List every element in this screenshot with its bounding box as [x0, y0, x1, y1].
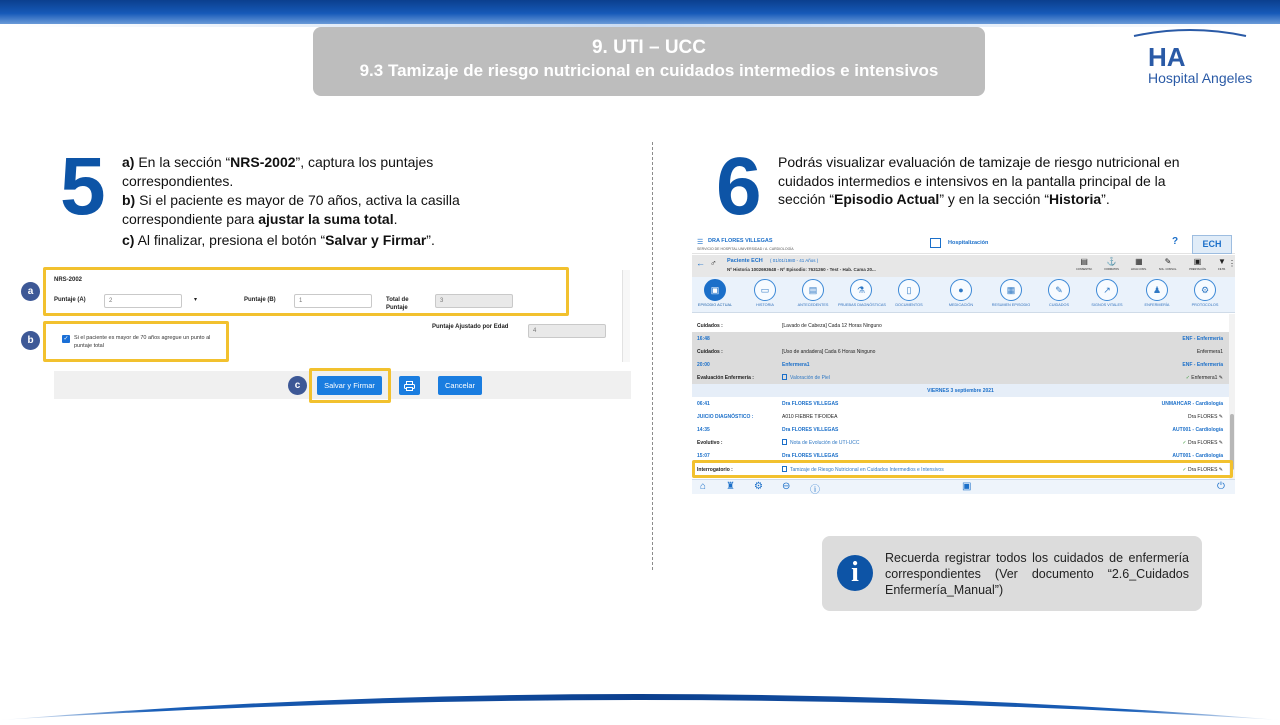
puntaje-a-label: Puntaje (A) [54, 297, 86, 303]
title-box [313, 27, 985, 96]
edit-pencil-icon[interactable]: ✎ [1218, 439, 1223, 446]
nav-signos-vitales[interactable]: ↗ SIGNOS VITALES [1084, 279, 1130, 313]
edit-pencil-icon[interactable]: ✎ [1218, 374, 1223, 381]
toolbar-consentimientos[interactable]: ▤ CONSENTIM. [1076, 257, 1093, 271]
record-row: JUICIO DIAGNÓSTICO : A010 FIEBRE TIFOIDEA Dra FLORES ✎ [697, 413, 1223, 420]
info-circle-icon[interactable]: ⓘ [810, 485, 820, 496]
hospital-building-icon [930, 238, 941, 248]
record-row: 14:35 Dra FLORES VILLEGAS AUT001 - Cardiología [692, 423, 1229, 436]
minus-circle-icon[interactable]: ⊖ [782, 481, 791, 492]
step-5-item-c: c) Al finalizar, presiona el botón “Salvar y Firmar”. [122, 232, 435, 248]
nav-episodio-actual[interactable]: ▣ EPISODIO ACTUAL [692, 279, 738, 313]
hospital-angeles-logo [1130, 26, 1253, 90]
puntaje-ajustado-value: 4 [528, 324, 606, 338]
episode-icon: ▣ [704, 279, 726, 301]
edit-pencil-icon[interactable]: ✎ [1218, 413, 1223, 420]
signed-check-icon: ✓ [1182, 439, 1188, 446]
logo-text: Hospital Angeles [1148, 70, 1253, 86]
protocol-icon: ⚙ [1194, 279, 1216, 301]
highlight-age-checkbox [43, 321, 229, 362]
page-subtitle: 9.3 Tamizaje de riesgo nutricional en cuidados intermedios e intensivos [359, 61, 939, 80]
save-and-sign-button[interactable]: Salvar y Firmar [317, 376, 382, 395]
patient-toolbar [1076, 257, 1226, 275]
episode-nav-bar [692, 277, 1235, 313]
svg-text:HA: HA [1148, 42, 1186, 72]
binoculars-icon[interactable]: ♜ [726, 481, 735, 492]
pen-icon: ✎ [1048, 279, 1070, 301]
date-separator: VIERNES 3 septiembre 2021 [692, 384, 1229, 397]
step-5-number: 5 [60, 141, 106, 232]
highlight-tamizaje-row [692, 460, 1233, 478]
step-6-instructions: Podrás visualizar evaluación de tamizaje de riesgo nutricional en cuidados intermedios e intensivos en la pantalla principal de la sección “Episodio Actual” y en la sección “Historia”. [778, 154, 1180, 207]
record-row: Cuidados : [Uso de andadera] Cada 6 Horas Ninguno Enfermera1 [692, 345, 1229, 358]
patient-bar [692, 255, 1235, 277]
home-icon[interactable]: ⌂ [700, 481, 707, 492]
nav-resumen-episodio[interactable]: ▦ RESUMEN EPISODIO [988, 279, 1034, 313]
puntaje-b-input[interactable]: 1 [294, 294, 372, 308]
app-footer-bar [692, 479, 1235, 494]
nav-antecedentes[interactable]: ▤ ANTECEDENTES [790, 279, 836, 313]
toolbar-prestacion[interactable]: ▣ PRESTACIÓN [1189, 257, 1206, 271]
kebab-menu-icon[interactable]: ⋮ [1228, 259, 1236, 268]
page-title: 9. UTI – UCC [591, 37, 707, 58]
bottom-decorative-band [0, 672, 1280, 720]
document-icon [782, 374, 787, 380]
step-6-number: 6 [716, 141, 762, 232]
document-icon [782, 439, 787, 445]
app-module-title: Hospitalización [948, 240, 989, 246]
record-row: Evolutivo : Nota de Evolución de UTI-UCC ✓ Dra FLORES ✎ [697, 439, 1223, 446]
printer-icon [404, 381, 415, 391]
puntaje-b-label: Puntaje (B) [244, 297, 276, 303]
toolbar-hoja-consulta[interactable]: ▦ HOJA CONS. [1131, 257, 1147, 271]
ech-brand-logo: ECH [1192, 235, 1232, 254]
flask-icon: ⚗ [850, 279, 872, 301]
reminder-note [822, 536, 1202, 611]
age-checkbox-label: Si el paciente es mayor de 70 años agregue un punto al puntaje total [74, 335, 211, 349]
edit-pencil-icon[interactable]: ✎ [1218, 466, 1223, 473]
patient-info: Nº Historia 1002693648 - Nº Episodio: 7631260 - Test - Hab. Cama 20... [727, 267, 876, 272]
nav-documentos[interactable]: ▯ DOCUMENTOS [886, 279, 932, 313]
signed-check-icon: ✓ [1182, 466, 1188, 473]
record-row: 06:41 Dra FLORES VILLEGAS UNMAHCAR - Cardiología [692, 397, 1229, 410]
nav-cuidados[interactable]: ✎ CUIDADOS [1036, 279, 1082, 313]
record-row-tamizaje: Interrogatorio : Tamizaje de Riesgo Nutricional en Cuidados Intermedios e Intensivos ✓ Dra FLORES ✎ [697, 466, 1223, 473]
cancel-button[interactable]: Cancelar [438, 376, 482, 395]
ech-app-screenshot [692, 234, 1235, 494]
help-icon[interactable]: ? [1172, 236, 1179, 247]
nav-protocolos[interactable]: ⚙ PROTOCOLOS [1182, 279, 1228, 313]
app-header [692, 234, 1235, 254]
nav-pruebas-diagnosticas[interactable]: ⚗ PRUEBAS DIAGNÓSTICAS [838, 279, 884, 313]
step-5-item-a: a) En la sección “NRS-2002”, captura los puntajes correspondientes. [122, 154, 434, 189]
app-service: SERVICIO DE HOSPITAL UNIVERSIDAD / A. CARDIOLOGÍA [697, 247, 794, 251]
record-row: 20:00 Enfermera1 ENF - Enfermería [692, 358, 1229, 371]
logo-mark-icon [1130, 26, 1250, 70]
record-row: Evaluación Enfermería : Valoración de Piel ✓ Enfermera1 ✎ [692, 371, 1229, 384]
nurse-icon: ♟ [1146, 279, 1168, 301]
document-icon: ▯ [898, 279, 920, 301]
back-arrow-icon[interactable]: ← [696, 258, 705, 268]
step-5-item-b: b) Si el paciente es mayor de 70 años, activa la casilla correspondiente para ajustar la suma total. [122, 192, 460, 227]
badge-b: b [21, 331, 40, 350]
toolbar-filter[interactable]: ▼ FILTR. [1218, 257, 1226, 271]
power-icon[interactable]: ⏻ [1217, 481, 1225, 492]
nav-enfermeria[interactable]: ♟ ENFERMERÍA [1134, 279, 1180, 313]
inbox-icon[interactable]: ▣ [962, 481, 972, 492]
patient-dob: ( 01/01/1980 - 41 Años ) [770, 258, 819, 263]
clipboard-icon: ▤ [802, 279, 824, 301]
nav-historia[interactable]: ▭ HISTORIA [742, 279, 788, 313]
gear-icon[interactable]: ⚙ [754, 481, 763, 492]
puntaje-a-dropdown-icon[interactable]: ▾ [194, 297, 198, 303]
toolbar-solicitud-consulta[interactable]: ✎ SOL. CONSUL. [1158, 257, 1178, 271]
section-divider [652, 142, 653, 570]
print-button[interactable] [399, 376, 420, 395]
puntaje-a-input[interactable]: 2 [104, 294, 182, 308]
menu-icon[interactable]: ☰ [697, 239, 704, 246]
chart-icon: ↗ [1096, 279, 1118, 301]
folder-icon: ▭ [754, 279, 776, 301]
total-puntaje-value: 3 [435, 294, 513, 308]
form-scrollbar[interactable] [622, 270, 630, 362]
total-puntaje-label: Total de Puntaje [386, 297, 409, 311]
toolbar-formatos[interactable]: ⚓ FORMATOS [1104, 257, 1119, 271]
nrs-section-title: NRS-2002 [54, 277, 83, 283]
signed-check-icon: ✓ [1185, 374, 1192, 381]
top-decorative-band [0, 0, 1280, 24]
badge-c: c [288, 376, 307, 395]
record-row: 15:07 Dra FLORES VILLEGAS AUT001 - Cardiología [692, 449, 1229, 462]
age-checkbox[interactable]: ✓ [63, 336, 69, 342]
pill-icon: ● [950, 279, 972, 301]
record-row: 16:48 ENF - Enfermería [692, 332, 1229, 345]
app-user-name: DRA FLORES VILLEGAS [708, 238, 773, 244]
summary-icon: ▦ [1000, 279, 1022, 301]
patient-name: Paciente ECH [727, 258, 763, 264]
highlight-nrs-scores [43, 267, 569, 316]
record-row: Cuidados : [Lavado de Cabeza] Cada 12 Horas Ninguno [697, 322, 882, 329]
badge-a: a [21, 282, 40, 301]
male-gender-icon: ♂ [710, 258, 717, 268]
info-icon: i [837, 555, 873, 591]
step-5-instructions [122, 153, 502, 250]
puntaje-ajustado-label: Puntaje Ajustado por Edad [432, 324, 509, 330]
nav-medicacion[interactable]: ● MEDICACIÓN [938, 279, 984, 313]
highlight-save-button [309, 368, 391, 403]
reminder-text: Recuerda registrar todos los cuidados de enfermería correspondientes (Ver documento “2.6_Cuidados Enfermería_Manual”) [885, 551, 1189, 597]
